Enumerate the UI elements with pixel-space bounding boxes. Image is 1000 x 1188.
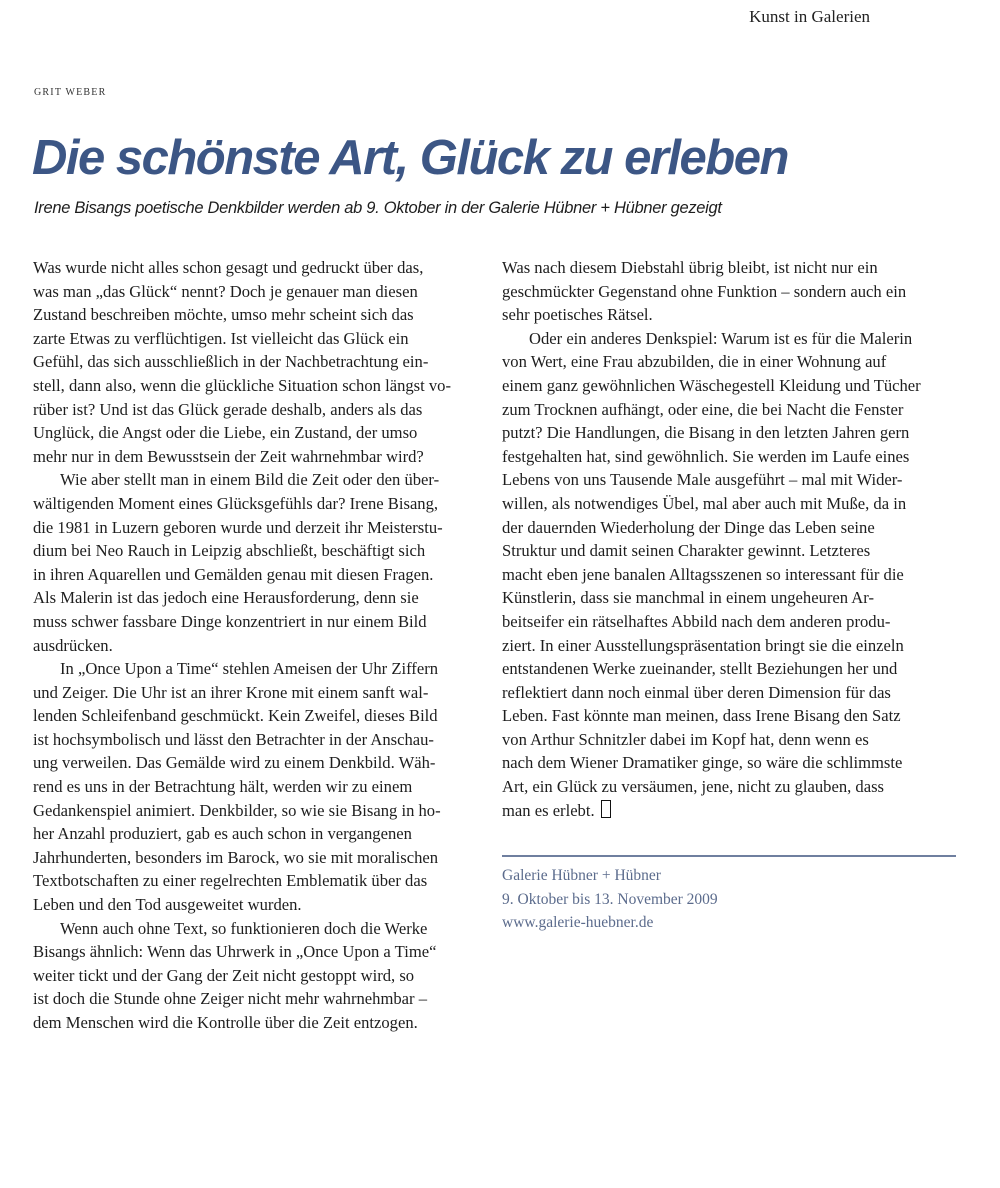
text-line: ist hochsymbolisch und lässt den Betrachter in der Anschau- bbox=[33, 729, 434, 749]
text-line: Was wurde nicht alles schon gesagt und gedruckt über das, bbox=[33, 258, 424, 277]
text-line: her Anzahl produziert, gab es auch schon in vergangenen bbox=[33, 824, 412, 844]
text-line: Art, ein Glück zu versäumen, jene, nicht zu glauben, dass bbox=[502, 777, 884, 797]
text-line: Leben. Fast könnte man meinen, dass Irene Bisang den Satz bbox=[502, 706, 901, 726]
info-website-link[interactable]: www.galerie-huebner.de bbox=[502, 914, 654, 931]
end-of-article-icon bbox=[601, 800, 611, 818]
article-title: Die schönste Art, Glück zu erleben bbox=[32, 131, 788, 185]
body-column-left bbox=[33, 256, 478, 1035]
text-line: macht eben jene banalen Alltagsszenen so interessant für die bbox=[502, 564, 904, 584]
text-line: Wie aber stellt man in einem Bild die Zeit oder den über- bbox=[60, 470, 440, 490]
text-line: lenden Schleifenband geschmückt. Kein Zweifel, dieses Bild bbox=[33, 706, 438, 726]
info-gallery-name: Galerie Hübner + Hübner bbox=[502, 867, 661, 884]
info-dates: 9. Oktober bis 13. November 2009 bbox=[502, 890, 718, 908]
article-subtitle: Irene Bisangs poetische Denkbilder werden ab 9. Oktober in der Galerie Hübner + Hübner gezeigt bbox=[34, 199, 722, 217]
text-line: Zustand beschreiben möchte, umso mehr scheint sich das bbox=[33, 305, 414, 325]
text-line: Leben und den Tod ausgeweitet wurden. bbox=[33, 895, 302, 915]
text-line: reflektiert dann noch einmal über deren Dimension für das bbox=[502, 682, 891, 702]
text-line: Oder ein anderes Denkspiel: Warum ist es für die Malerin bbox=[529, 328, 913, 348]
text-line: weiter tickt und der Gang der Zeit nicht gestoppt wird, so bbox=[33, 965, 415, 985]
text-line: nach dem Wiener Dramatiker ginge, so wäre die schlimmste bbox=[502, 753, 903, 773]
text-line: Unglück, die Angst oder die Liebe, ein Zustand, der umso bbox=[33, 423, 418, 443]
text-line: geschmückter Gegenstand ohne Funktion – sondern auch ein bbox=[502, 281, 907, 301]
text-line: putzt? Die Handlungen, die Bisang in den letzten Jahren gern bbox=[502, 423, 910, 443]
text-line: zum Trocknen aufhängt, oder eine, die bei Nacht die Fenster bbox=[502, 399, 904, 419]
section-label: Kunst in Galerien bbox=[749, 7, 870, 26]
text-line: die 1981 in Luzern geboren wurde und derzeit ihr Meisterstu- bbox=[33, 517, 443, 537]
text-line: ausdrücken. bbox=[33, 635, 113, 655]
text-line: wältigenden Moment eines Glücksgefühls dar? Irene Bisang, bbox=[33, 493, 439, 513]
info-box bbox=[502, 855, 956, 935]
text-line: beitseifer ein rätselhaftes Abbild nach dem anderen produ- bbox=[502, 611, 891, 631]
text-line: dem Menschen wird die Kontrolle über die Zeit entzogen. bbox=[33, 1013, 418, 1032]
text-line: dium bei Neo Rauch in Leipzig abschließt, beschäftigt sich bbox=[33, 541, 426, 561]
text-line: Was nach diesem Diebstahl übrig bleibt, ist nicht nur ein bbox=[502, 258, 878, 277]
text-line: zarte Etwas zu verflüchtigen. Ist vielleicht das Glück ein bbox=[33, 328, 409, 348]
text-line: was man „das Glück“ nennt? Doch je genauer man diesen bbox=[33, 281, 418, 301]
text-line: ung verweilen. Das Gemälde wird zu einem Denkbild. Wäh- bbox=[33, 753, 436, 773]
text-line: Wenn auch ohne Text, so funktionieren doch die Werke bbox=[60, 918, 428, 938]
text-line: von Arthur Schnitzler dabei im Kopf hat, denn wenn es bbox=[502, 729, 869, 749]
text-line: Struktur und damit seinen Charakter gewinnt. Letzteres bbox=[502, 541, 871, 561]
text-line: von Wert, eine Frau abzubilden, die in einer Wohnung auf bbox=[502, 352, 887, 372]
text-line: Bisangs ähnlich: Wenn das Uhrwerk in „Once Upon a Time“ bbox=[33, 942, 437, 962]
text-line: Als Malerin ist das jedoch eine Herausforderung, denn sie bbox=[33, 588, 419, 608]
text-line: und Zeiger. Die Uhr ist an ihrer Krone mit einem sanft wal- bbox=[33, 682, 429, 702]
author-byline: GRIT WEBER bbox=[34, 87, 107, 98]
text-line: In „Once Upon a Time“ stehlen Ameisen der Uhr Ziffern bbox=[60, 659, 439, 679]
text-line: ziert. In einer Ausstellungspräsentation bringt sie die einzeln bbox=[502, 635, 904, 655]
text-line: Gefühl, das sich ausschließlich in der Nachbetrachtung ein- bbox=[33, 352, 429, 372]
text-line: willen, als notwendiges Übel, mal aber auch mit Muße, da in bbox=[502, 493, 907, 513]
text-line: einem ganz gewöhnlichen Wäschegestell Kleidung und Tücher bbox=[502, 375, 921, 395]
body-column-right bbox=[502, 256, 962, 822]
text-line: muss schwer fassbare Dinge konzentriert in nur einem Bild bbox=[33, 611, 427, 631]
text-line: der dauernden Wiederholung der Dinge das Leben seine bbox=[502, 517, 875, 537]
text-line: Jahrhunderten, besonders im Barock, wo sie mit moralischen bbox=[33, 847, 439, 867]
text-line: sehr poetisches Rätsel. bbox=[502, 305, 653, 325]
text-line: rend es uns in der Betrachtung hält, werden wir zu einem bbox=[33, 777, 413, 797]
text-line: Lebens von uns Tausende Male ausgeführt – mal mit Wider- bbox=[502, 470, 903, 490]
text-line: rüber ist? Und ist das Glück gerade deshalb, anders als das bbox=[33, 399, 423, 419]
text-line: Gedankenspiel animiert. Denkbilder, so wie sie Bisang in ho- bbox=[33, 800, 441, 820]
text-line: stell, dann also, wenn die glückliche Situation schon längst vo- bbox=[33, 375, 451, 395]
text-line: ist doch die Stunde ohne Zeiger nicht mehr wahrnehmbar – bbox=[33, 989, 427, 1009]
text-line: mehr nur in dem Bewusstsein der Zeit wahrnehmbar wird? bbox=[33, 446, 424, 466]
text-line: Künstlerin, dass sie manchmal in einem ungeheuren Ar- bbox=[502, 588, 875, 608]
text-line: Textbotschaften zu einer regelrechten Emblematik über das bbox=[33, 871, 428, 891]
text-line: entstandenen Werke zueinander, stellt Beziehungen her und bbox=[502, 659, 898, 679]
text-line: in ihren Aquarellen und Gemälden genau mit diesen Fragen. bbox=[33, 564, 434, 584]
text-line: festgehalten hat, sind gewöhnlich. Sie werden im Laufe eines bbox=[502, 446, 910, 466]
text-line: man es erlebt. bbox=[502, 799, 962, 823]
